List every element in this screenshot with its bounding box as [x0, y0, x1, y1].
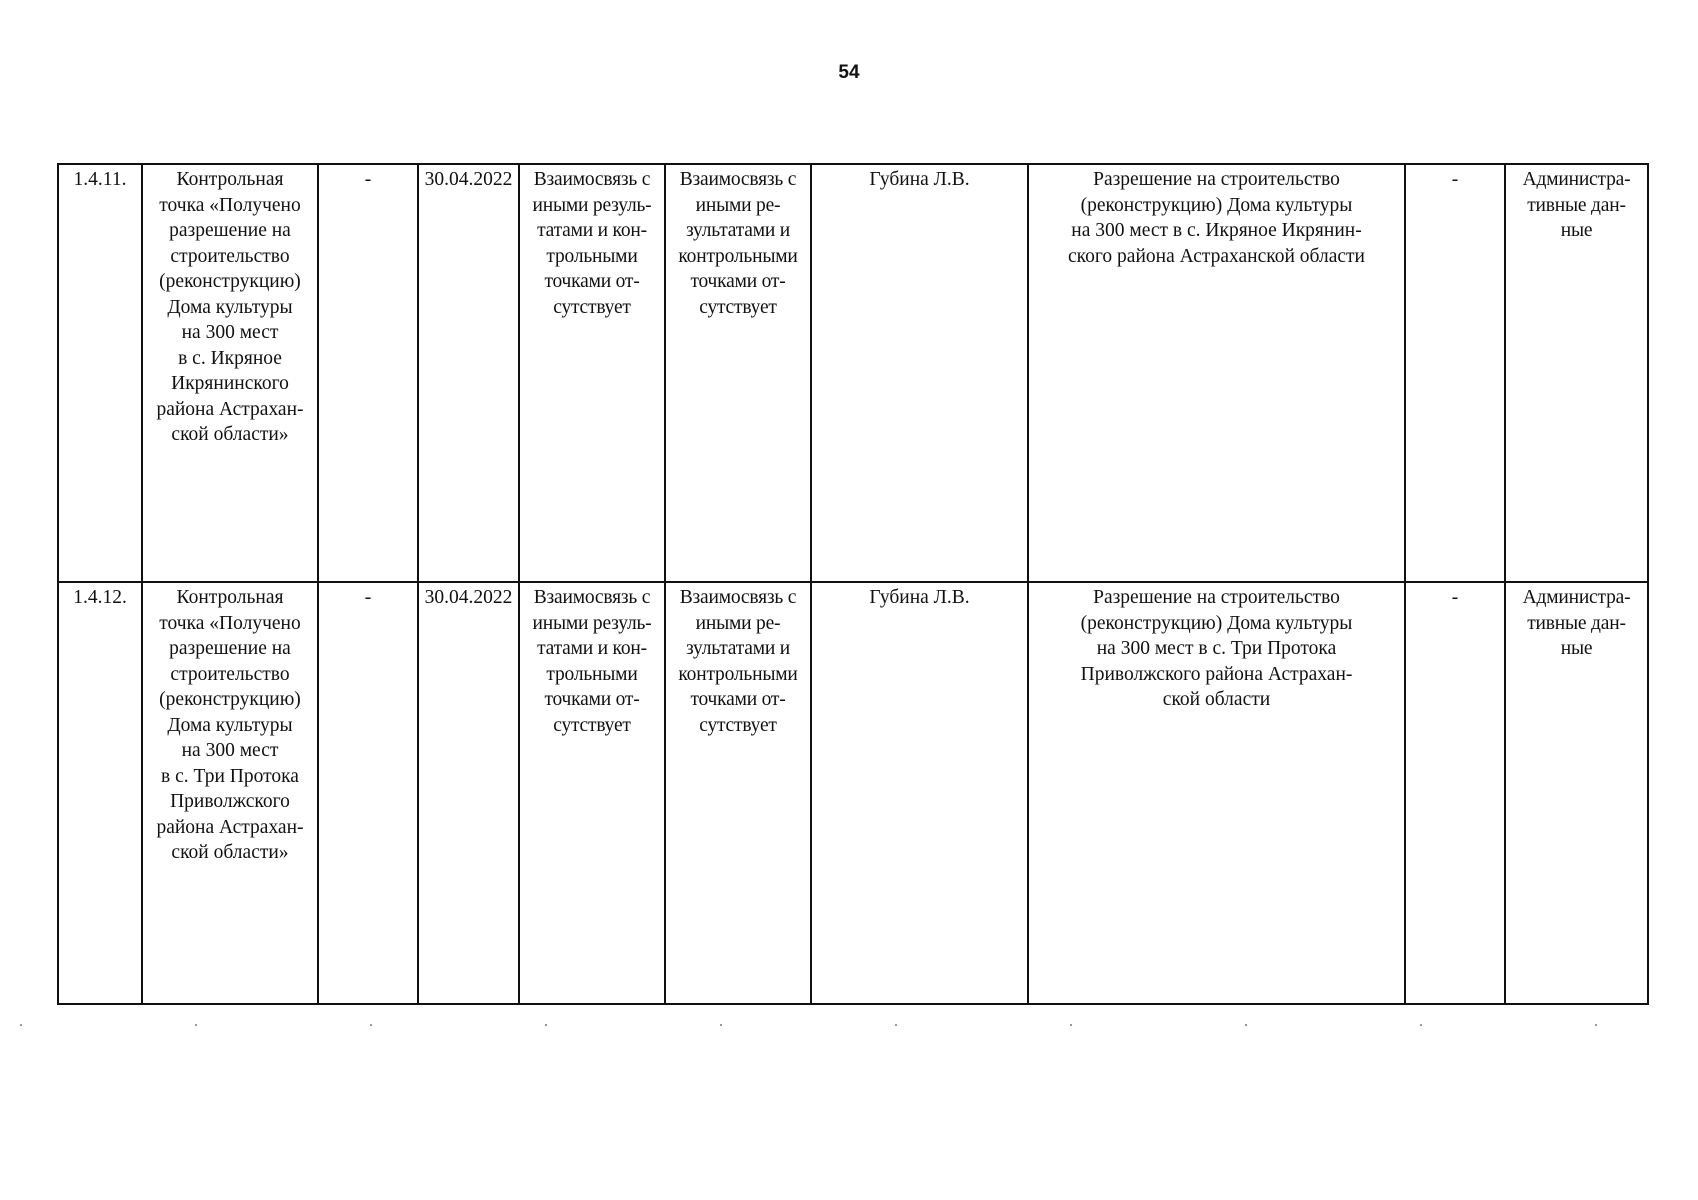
data-source-cell: Администра- тивные дан- ные [1505, 582, 1648, 1004]
relation-cell-a: Взаимосвязь с иными резуль- татами и кон- трольными точками от- сутствует [519, 582, 665, 1004]
relation-cell-b: Взаимосвязь с иными ре- зультатами и контрольными точками от- сутствует [665, 164, 811, 582]
table-row [58, 582, 1648, 1004]
page-number: 54 [838, 62, 860, 83]
result-cell: Разрешение на строительство (реконструкцию) Дома культуры на 300 мест в с. Икряное Икрянин- ского района Астраханской области [1028, 164, 1405, 582]
dash-cell: - [318, 582, 418, 1004]
relation-cell-b: Взаимосвязь с иными ре- зультатами и контрольными точками от- сутствует [665, 582, 811, 1004]
row-number-cell: 1.4.12. [58, 582, 142, 1004]
due-date-cell: 30.04.2022 [418, 164, 519, 582]
dash-cell: - [1405, 582, 1505, 1004]
dash-cell: - [1405, 164, 1505, 582]
responsible-cell: Губина Л.В. [811, 164, 1028, 582]
dash-cell: - [318, 164, 418, 582]
scan-artifact-line [20, 1024, 1660, 1026]
table-row [58, 164, 1648, 582]
control-point-name-cell: Контрольная точка «Получено разрешение на строительство (реконструкцию) Дома культуры на 300 мест в с. Три Протока Приволжского района Астрахан- ской области» [142, 582, 318, 1004]
relation-cell-a: Взаимосвязь с иными резуль- татами и кон- трольными точками от- сутствует [519, 164, 665, 582]
row-number-cell: 1.4.11. [58, 164, 142, 582]
control-point-name-cell: Контрольная точка «Получено разрешение на строительство (реконструкцию) Дома культуры на 300 мест в с. Икряное Икрянинского района Астрахан- ской области» [142, 164, 318, 582]
result-cell: Разрешение на строительство (реконструкцию) Дома культуры на 300 мест в с. Три Протока Приволжского района Астрахан- ской области [1028, 582, 1405, 1004]
control-points-table [57, 163, 1649, 1005]
responsible-cell: Губина Л.В. [811, 582, 1028, 1004]
data-source-cell: Администра- тивные дан- ные [1505, 164, 1648, 582]
due-date-cell: 30.04.2022 [418, 582, 519, 1004]
